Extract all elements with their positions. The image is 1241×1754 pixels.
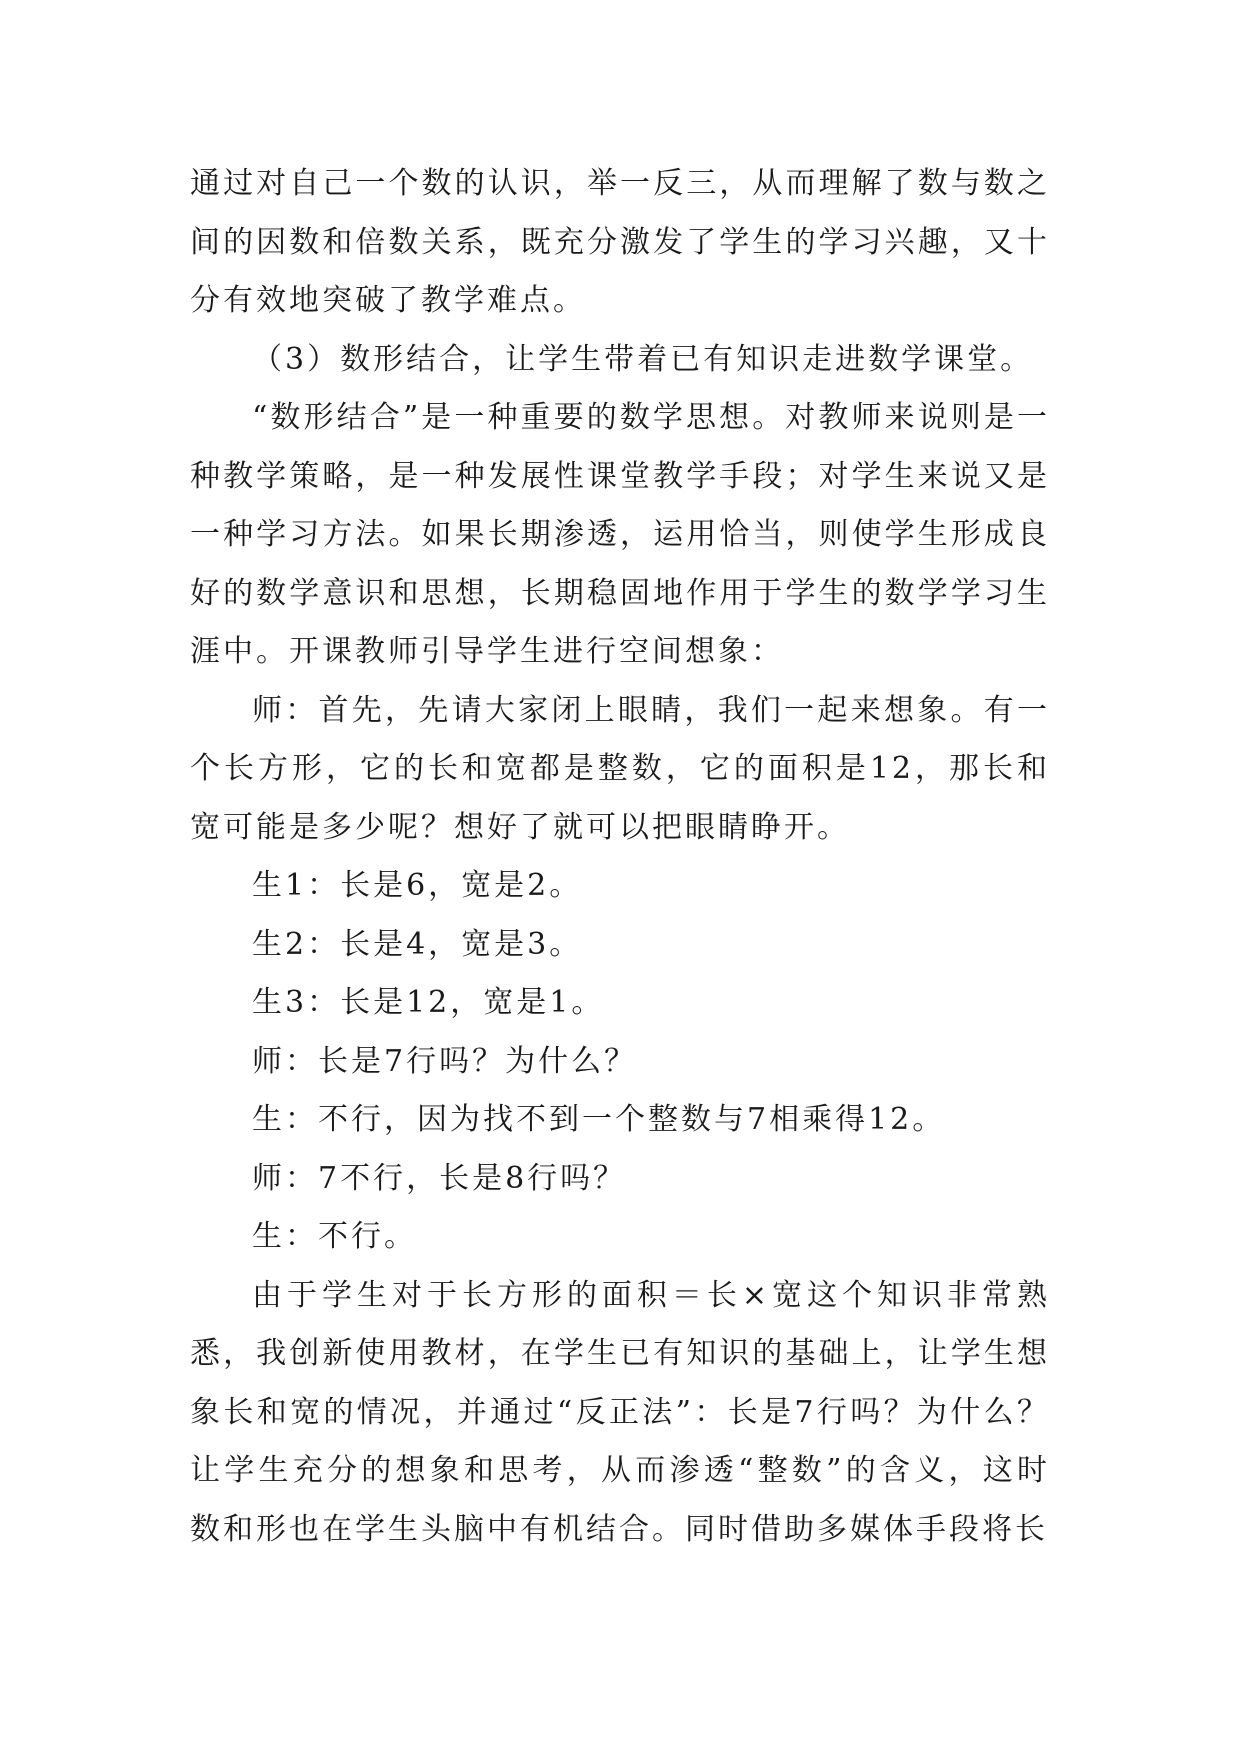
dialogue-student-1: 生1：长是6，宽是2。 bbox=[252, 868, 583, 903]
paragraph-analysis: 由于学生对于长方形的面积＝长×宽这个知识非常熟悉，我创新使用教材，在学生已有知识的基础上，让学生想象长和宽的情况，并通过“反正法”：长是7行吗？为什么？让学生充分的想象和思考，从而渗透“整数”的含义，这时数和形也在学生头脑中有机结合。同时借助多媒体手段将长 bbox=[190, 1277, 1050, 1547]
dialogue-student-5: 生：不行。 bbox=[252, 1219, 417, 1254]
paragraph-conclusion: 通过对自己一个数的认识，举一反三，从而理解了数与数之间的因数和倍数关系，既充分激发了学生的学习兴趣，又十分有效地突破了教学难点。 bbox=[190, 166, 1050, 318]
dialogue-student-4: 生：不行，因为找不到一个整数与7相乘得12。 bbox=[252, 1102, 946, 1137]
dialogue-student-3: 生3：长是12，宽是1。 bbox=[252, 985, 605, 1020]
document-body bbox=[190, 155, 1050, 1559]
dialogue-student-2: 生2：长是4，宽是3。 bbox=[252, 926, 583, 962]
section-heading: （3）数形结合，让学生带着已有知识走进数学课堂。 bbox=[252, 341, 1034, 377]
paragraph-shape-number: “数形结合”是一种重要的数学思想。对教师来说则是一种教学策略，是一种发展性课堂教学手段；对学生来说又是一种学习方法。如果长期渗透，运用恰当，则使学生形成良好的数学意识和思想，长期稳固地作用于学生的数学学习生涯中。开课教师引导学生进行空间想象： bbox=[190, 400, 1050, 669]
dialogue-teacher-1: 师：首先，先请大家闭上眼睛，我们一起来想象。有一个长方形，它的长和宽都是整数，它的面积是12，那长和宽可能是多少呢？想好了就可以把眼睛睁开。 bbox=[190, 692, 1050, 845]
dialogue-teacher-3: 师：7不行，长是8行吗？ bbox=[252, 1160, 627, 1196]
dialogue-teacher-2: 师：长是7行吗？为什么？ bbox=[252, 1043, 638, 1079]
